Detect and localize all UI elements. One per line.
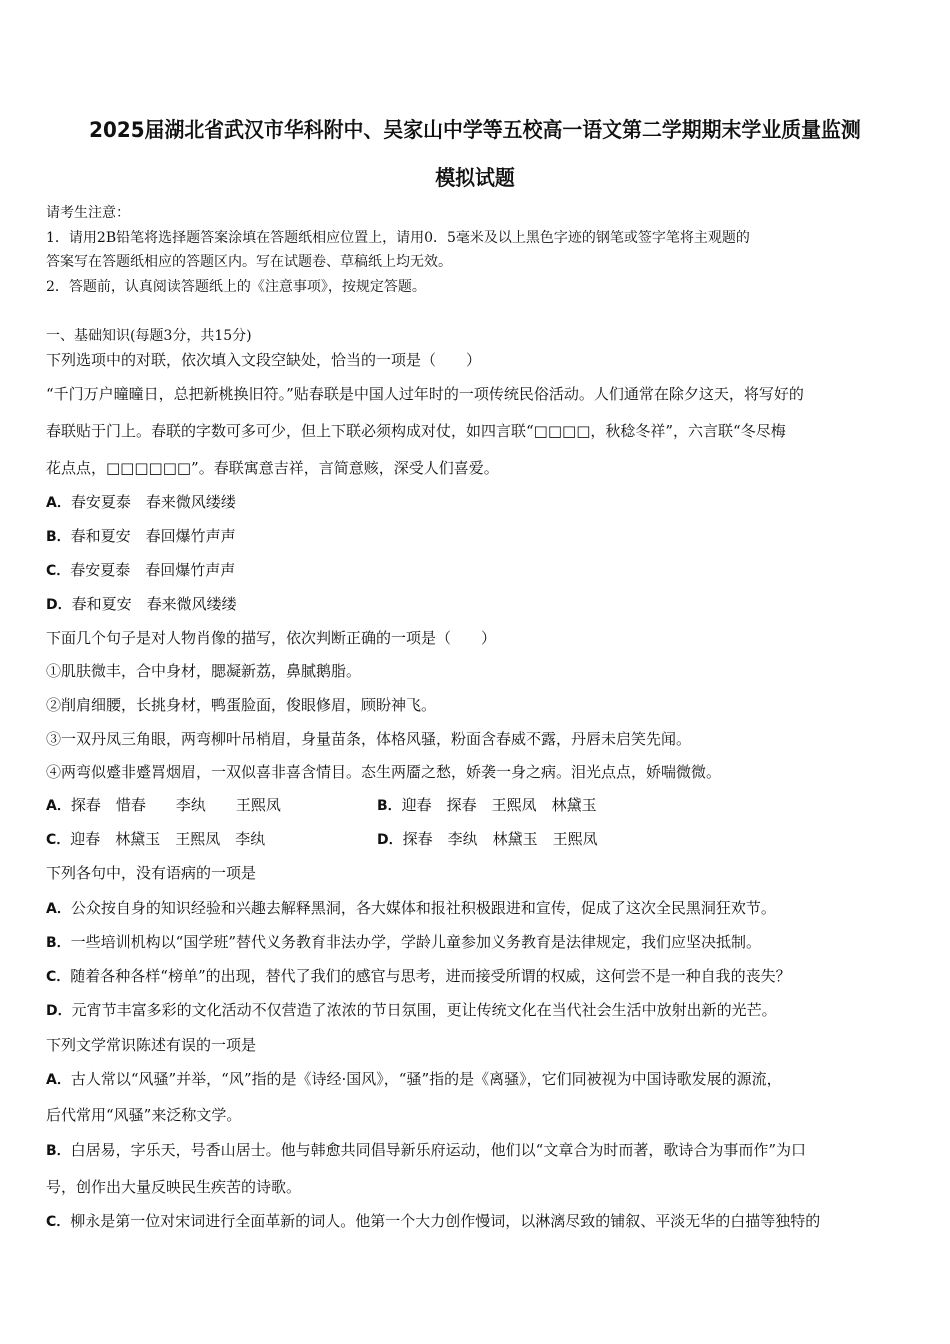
option-label: B． (46, 529, 71, 545)
option-text: 古人常以“风骚”并举，“风”指的是《诗经·国风》，“骚”指的是《离骚》，它们同被视为中国诗歌发展的源流， (70, 1070, 782, 1088)
option-text: 春和夏安 春回爆竹声声 (70, 527, 236, 545)
option-label: D． (46, 1003, 72, 1019)
option-text: 探春 李纨 林黛玉 王熙凤 (402, 830, 598, 848)
page-subtitle: 模拟试题 (435, 166, 515, 190)
q2-option-d (377, 829, 598, 850)
q1-option-d (46, 594, 237, 615)
q2-item: ③一双丹凤三角眼，两弯柳叶吊梢眉，身量苗条，体格风骚，粉面含春威不露，丹唇未启笑先闻。 (46, 730, 692, 748)
q2-item: ④两弯似蹙非蹙罥烟眉，一双似喜非喜含情目。态生两靥之愁，娇袭一身之病。泪光点点，娇喘微微。 (46, 763, 722, 781)
option-label: D． (46, 597, 72, 613)
q1-passage: 春联贴于门上。春联的字数可多可少，但上下联必须构成对仗，如四言联“□□□□，秋稔冬祥”，六言联“冬尽梅 (46, 422, 786, 440)
q3-stem: 下列各句中，没有语病的一项是 (46, 864, 257, 882)
option-label: A． (46, 1072, 71, 1088)
option-text: 迎春 林黛玉 王熙凤 李纨 (70, 830, 266, 848)
q3-option-a (46, 898, 776, 919)
notice-heading: 请考生注意： (46, 205, 130, 221)
q1-option-b (46, 526, 236, 547)
option-label: B． (377, 798, 402, 814)
q1-option-c (46, 560, 235, 581)
option-text: 随着各种各样“榜单”的出现，替代了我们的感官与思考，进而接受所谓的权威，这何尝不是一种自我的丧失？ (70, 967, 791, 985)
notice-item-1: 1．请用2B铅笔将选择题答案涂填在答题纸相应位置上，请用0．5毫米及以上黑色字迹的钢笔或签字笔将主观题的 (46, 230, 750, 246)
option-label: C． (46, 969, 71, 985)
notice-item-2: 2．答题前，认真阅读答题纸上的《注意事项》，按规定答题。 (46, 279, 426, 295)
q1-stem: 下列选项中的对联，依次填入文段空缺处，恰当的一项是（ ） (46, 351, 482, 369)
q2-item: ②削肩细腰，长挑身材，鸭蛋脸面，俊眼修眉，顾盼神飞。 (46, 696, 437, 714)
option-label: A． (46, 798, 71, 814)
q4-option-b-cont: 号，创作出大量反映民生疾苦的诗歌。 (46, 1178, 302, 1196)
section-heading: 一、基础知识(每题3分，共15分) (46, 328, 252, 344)
q2-option-b (377, 795, 597, 816)
option-label: C． (46, 563, 71, 579)
q1-option-a (46, 492, 236, 513)
option-label: D． (377, 832, 403, 848)
page-title: 2025届湖北省武汉市华科附中、吴家山中学等五校高一语文第二学期期末学业质量监测 (89, 118, 861, 142)
q4-option-b (46, 1140, 806, 1161)
q3-option-b (46, 932, 761, 953)
option-text: 春安夏泰 春回爆竹声声 (70, 561, 236, 579)
option-label: C． (46, 832, 71, 848)
option-label: B． (46, 1143, 71, 1159)
q2-option-a (46, 795, 281, 816)
option-label: C． (46, 1214, 71, 1230)
option-text: 公众按自身的知识经验和兴趣去解释黑洞，各大媒体和报社积极跟进和宣传，促成了这次全民黑洞狂欢节。 (70, 899, 776, 917)
q4-stem: 下列文学常识陈述有误的一项是 (46, 1036, 257, 1054)
option-text: 春安夏泰 春来微风缕缕 (70, 493, 236, 511)
option-label: A． (46, 495, 71, 511)
option-text: 探春 惜春 李纨 王熙凤 (70, 796, 281, 814)
option-label: A． (46, 901, 71, 917)
q3-option-d (46, 1000, 777, 1021)
notice-item-1-cont: 答案写在答题纸相应的答题区内。写在试题卷、草稿纸上均无效。 (46, 254, 452, 270)
q4-option-a (46, 1069, 782, 1090)
q4-option-c (46, 1211, 820, 1232)
q3-option-c (46, 966, 791, 987)
option-text: 白居易，字乐天，号香山居士。他与韩愈共同倡导新乐府运动，他们以“文章合为时而著，歌诗合为事而作”为口 (70, 1141, 807, 1159)
q4-option-a-cont: 后代常用“风骚”来泛称文学。 (46, 1106, 242, 1124)
option-text: 春和夏安 春来微风缕缕 (71, 595, 237, 613)
option-label: B． (46, 935, 71, 951)
q2-option-c (46, 829, 265, 850)
q1-passage: “千门万户曈曈日，总把新桃换旧符。”贴春联是中国人过年时的一项传统民俗活动。人们通常在除夕这天，将写好的 (46, 385, 804, 403)
q1-passage: 花点点，□□□□□□”。春联寓意吉祥，言简意赅，深受人们喜爱。 (46, 459, 499, 477)
option-text: 柳永是第一位对宋词进行全面革新的词人。他第一个大力创作慢词，以淋漓尽致的铺叙、平淡无华的白描等独特的 (70, 1212, 821, 1230)
option-text: 一些培训机构以“国学班”替代义务教育非法办学，学龄儿童参加义务教育是法律规定，我们应坚决抵制。 (70, 933, 762, 951)
q2-item: ①肌肤微丰，合中身材，腮凝新荔，鼻腻鹅脂。 (46, 662, 362, 680)
q2-stem: 下面几个句子是对人物肖像的描写，依次判断正确的一项是（ ） (46, 629, 497, 647)
option-text: 迎春 探春 王熙凤 林黛玉 (401, 796, 597, 814)
option-text: 元宵节丰富多彩的文化活动不仅营造了浓浓的节日氛围，更让传统文化在当代社会生活中放射出新的光芒。 (71, 1001, 777, 1019)
